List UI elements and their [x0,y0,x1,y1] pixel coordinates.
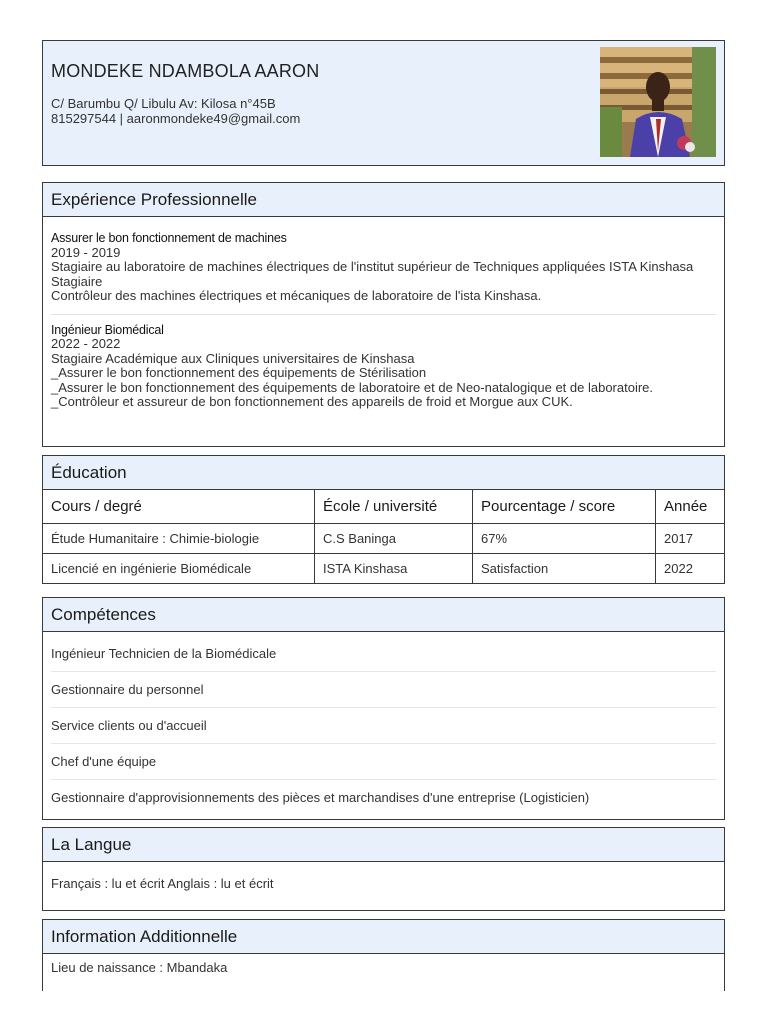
table-cell: Licencié en ingénierie Biomédicale [43,554,315,584]
list-item: Ingénieur Technicien de la Biomédicale [51,636,716,672]
additional-title: Information Additionnelle [43,920,724,954]
education-title: Éducation [43,456,724,490]
candidate-name: MONDEKE NDAMBOLA AARON [51,61,320,81]
job-dates: 2022 - 2022 [51,336,121,351]
table-cell: 2022 [664,561,693,576]
job-line: Stagiaire [51,273,103,289]
table-header-row [43,490,724,524]
column-header: École / université [315,490,473,524]
address: C/ Barumbu Q/ Libulu Av: Kilosa n°45B [51,96,276,111]
table-cell: 2017 [656,524,725,554]
contact-info [51,96,300,126]
column-header: Année [656,490,725,524]
table-row [43,524,724,554]
table-cell: ISTA Kinshasa [315,554,473,584]
language-text: Français : lu et écrit Anglais : lu et écrit [51,876,274,891]
additional-section [42,919,725,991]
phone-email: 815297544 | aaronmondeke49@gmail.com [51,111,301,126]
additional-text: Lieu de naissance : Mbandaka [51,960,228,975]
experience-section [42,182,725,447]
table-cell: Satisfaction [473,554,656,584]
education-section [42,455,725,584]
list-item: Service clients ou d'accueil [51,708,716,744]
job-line: Contrôleur des machines électriques et mécaniques de laboratoire de l'ista Kinshasa. [51,288,542,303]
column-header: Cours / degré [43,490,315,524]
list-item: Chef d'une équipe [51,744,716,780]
table-cell: Étude Humanitaire : Chimie-biologie [43,524,315,554]
job-line: Stagiaire au laboratoire de machines électriques de l'institut supérieur de Techniques appliquées ISTA Kinshasa [51,259,694,274]
education-table [43,490,724,583]
language-section [42,827,725,911]
resume-header [42,40,725,166]
list-item: Gestionnaire d'approvisionnements des pièces et marchandises d'une entreprise (Logisticien) [51,790,590,805]
column-header: Pourcentage / score [473,490,656,524]
skills-section [42,597,725,820]
profile-photo [600,47,716,157]
list-item: Gestionnaire du personnel [51,672,716,708]
skills-title: Compétences [43,598,724,632]
table-cell: C.S Baninga [315,524,473,554]
job-line: _Assurer le bon fonctionnement des équipements de Stérilisation [51,365,427,380]
job-entry [51,231,716,314]
job-dates: 2019 - 2019 [51,244,121,260]
job-line: Stagiaire Académique aux Cliniques universitaires de Kinshasa [51,350,415,366]
job-line: _Assurer le bon fonctionnement des équipements de laboratoire et de Neo-natalogique et de laboratoire. [51,379,654,395]
experience-title: Expérience Professionnelle [43,183,724,217]
job-line: _Contrôleur et assureur de bon fonctionnement des appareils de froid et Morgue aux CUK. [51,394,573,409]
table-cell: 67% [473,524,656,554]
job-title: Assurer le bon fonctionnement de machines [51,231,287,245]
table-row [43,554,724,584]
job-title: Ingénieur Biomédical [51,322,164,337]
job-entry [51,314,716,420]
language-title: La Langue [43,828,724,862]
